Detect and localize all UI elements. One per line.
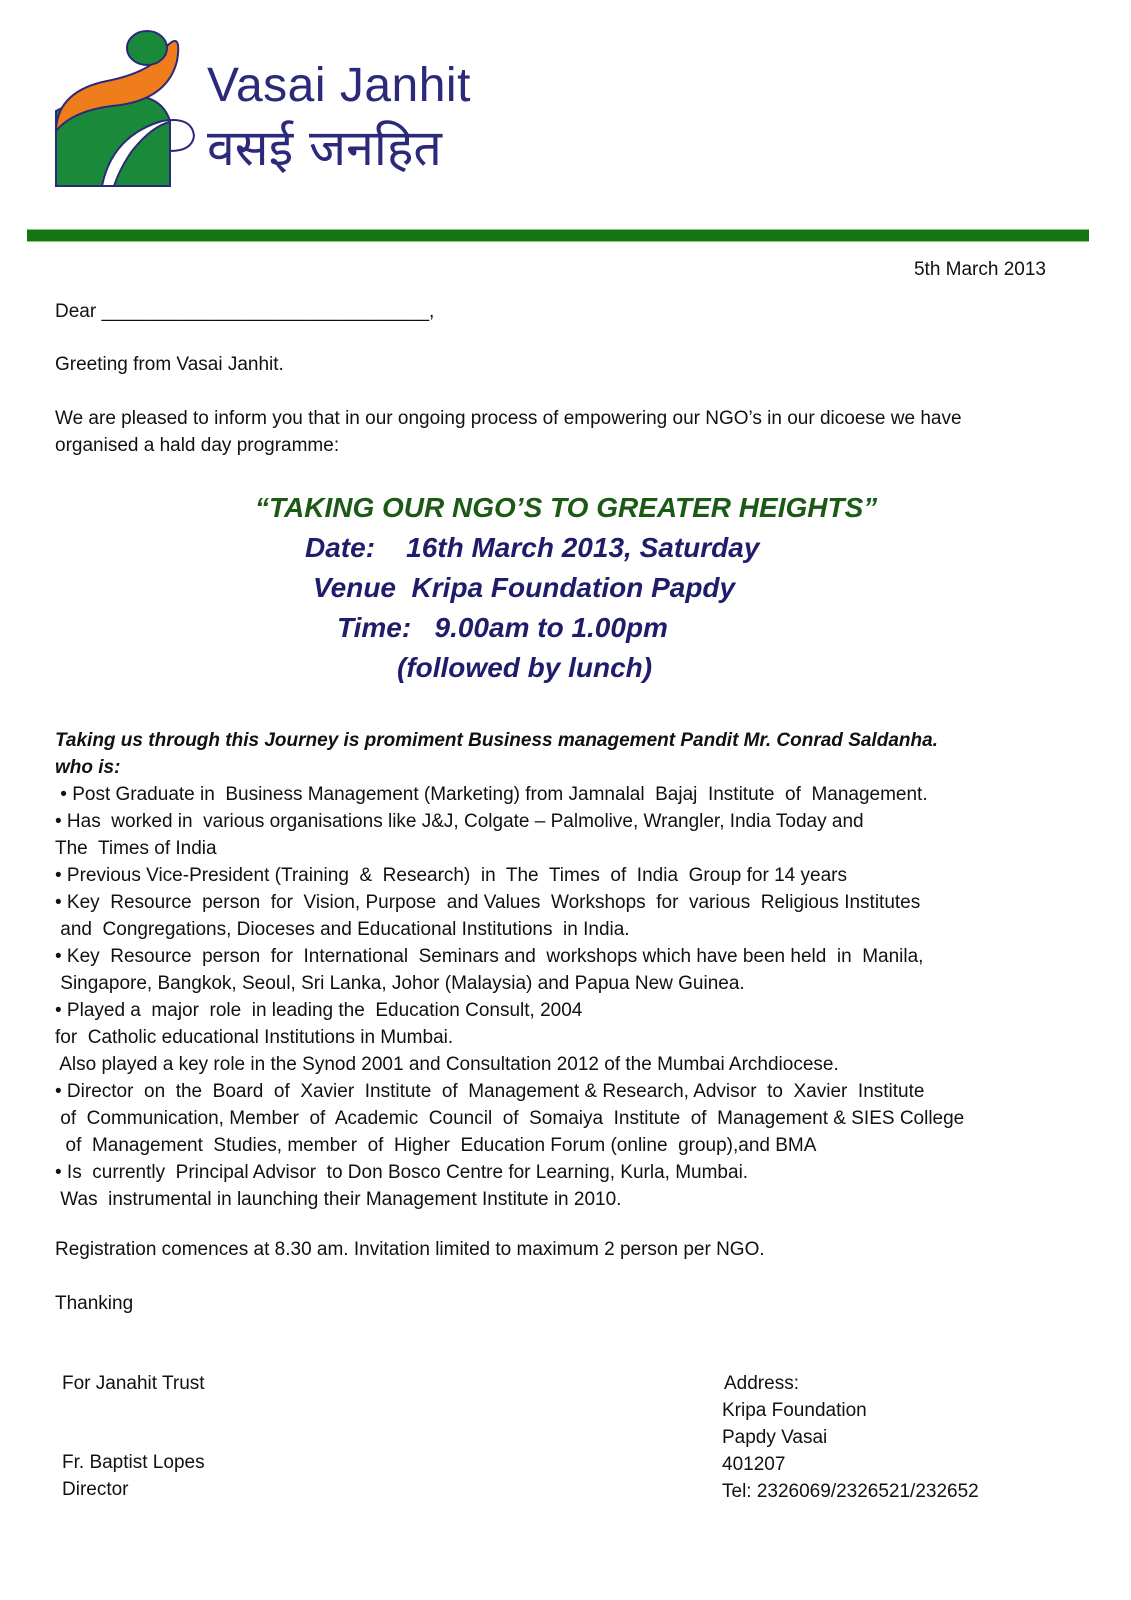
event-venue: Venue Kripa Foundation Papdy (313, 572, 736, 603)
logo-title: Vasai Janhit (207, 59, 471, 112)
signature-org: For Janahit Trust (62, 1373, 205, 1394)
bio-line: • Previous Vice-President (Training & Research) in The Times of India Group for 14 years (55, 865, 847, 886)
bio-line: The Times of India (55, 838, 217, 859)
event-title: “TAKING OUR NGO’S TO GREATER HEIGHTS” (255, 492, 878, 523)
bio-line: for Catholic educational Institutions in Mumbai. (55, 1027, 454, 1048)
event-date: Date: 16th March 2013, Saturday (305, 532, 760, 563)
address-line: Kripa Foundation (722, 1400, 867, 1421)
bio-line: • Has worked in various organisations like J&J, Colgate – Palmolive, Wrangler, India Today and (55, 811, 864, 832)
closing: Thanking (55, 1293, 134, 1314)
address-block (722, 1397, 979, 1505)
vasai-janhit-emblem-icon (52, 26, 202, 191)
bio-line: Was instrumental in launching their Management Institute in 2010. (55, 1189, 622, 1210)
speaker-intro: Taking us through this Journey is promiment Business management Pandit Mr. Conrad Saldanha. (55, 730, 938, 751)
address-line: 401207 (722, 1454, 786, 1475)
bio-line: • Key Resource person for International Seminars and workshops which have been held in Manila, (55, 946, 924, 967)
signature-title: Director (62, 1479, 129, 1500)
bio-line: Singapore, Bangkok, Seoul, Sri Lanka, Johor (Malaysia) and Papua New Guinea. (55, 973, 745, 994)
bio-line: • Post Graduate in Business Management (Marketing) from Jamnalal Bajaj Institute of Management. (55, 784, 928, 805)
address-label: Address: (724, 1373, 799, 1394)
logo-title-hindi: वसई जनहित (207, 119, 442, 177)
address-line: Papdy Vasai (722, 1427, 828, 1448)
letter-date: 5th March 2013 (913, 259, 1046, 280)
event-time: Time: 9.00am to 1.00pm (337, 612, 668, 643)
intro-line-2: organised a hald day programme: (55, 435, 340, 456)
bio-line: Also played a key role in the Synod 2001 and Consultation 2012 of the Mumbai Archdiocese. (55, 1054, 839, 1075)
greeting: Greeting from Vasai Janhit. (55, 354, 284, 375)
header-divider (27, 229, 1089, 242)
registration-note: Registration comences at 8.30 am. Invitation limited to maximum 2 person per NGO. (55, 1239, 765, 1260)
speaker-bio (55, 781, 964, 1213)
speaker-who: who is: (55, 757, 121, 778)
bio-line: • Played a major role in leading the Education Consult, 2004 (55, 1000, 583, 1021)
bio-line: • Director on the Board of Xavier Institute of Management & Research, Advisor to Xavier Institute (55, 1081, 925, 1102)
bio-line: and Congregations, Dioceses and Educational Institutions in India. (55, 919, 630, 940)
salutation: Dear _______________________________, (55, 301, 435, 322)
signature-name: Fr. Baptist Lopes (62, 1452, 205, 1473)
bio-line: • Key Resource person for Vision, Purpose and Values Workshops for various Religious Institutes (55, 892, 921, 913)
bio-line: of Communication, Member of Academic Council of Somaiya Institute of Management & SIES College (55, 1108, 965, 1129)
intro-line-1: We are pleased to inform you that in our ongoing process of empowering our NGO’s in our dicoese we have (55, 408, 962, 429)
bio-line: of Management Studies, member of Higher Education Forum (online group),and BMA (55, 1135, 817, 1156)
address-phone: Tel: 2326069/2326521/232652 (722, 1481, 979, 1502)
event-note: (followed by lunch) (397, 652, 653, 683)
bio-line: • Is currently Principal Advisor to Don Bosco Centre for Learning, Kurla, Mumbai. (55, 1162, 749, 1183)
